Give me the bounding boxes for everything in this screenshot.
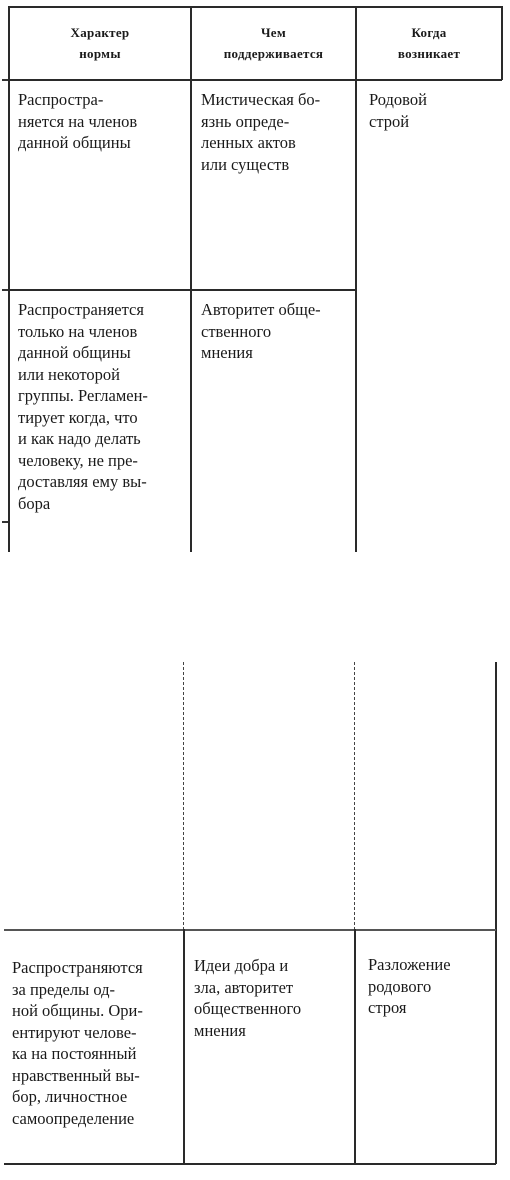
header-character: Характер нормы — [70, 25, 130, 61]
header-when-arises: Когда возникает — [397, 25, 461, 61]
row-divider-2 — [4, 929, 496, 931]
row1-supported-by: Мистическая бо- язнь опреде- ленных актов или существ — [201, 90, 321, 174]
column-border-right — [501, 6, 503, 80]
column-border-2 — [355, 6, 357, 552]
column-border-right-continued — [495, 662, 497, 1164]
row2-supported-by: Авторитет обще- ственного мнения — [201, 300, 321, 362]
header-bottom-border — [8, 79, 502, 81]
column-border-left — [8, 6, 10, 552]
table-bottom-border — [4, 1163, 496, 1165]
row2-character: Распространяется только на членов данной общины или некоторой группы. Регламен- тирует когда, что и как надо делать человеку, не пре- доставляя ему вы- бора — [18, 300, 148, 513]
row1-when-arises: Родовой строй — [369, 90, 427, 131]
header-supported-by: Чем поддерживается — [223, 25, 324, 61]
column-border-2-continued — [354, 662, 355, 930]
row3-when-arises: Разложение родового строя — [368, 955, 451, 1017]
column-border-2-last — [354, 929, 356, 1164]
row1-character: Распростра- няется на членов данной общины — [18, 90, 138, 152]
row3-character: Распространяются за пределы од- ной общины. Ори- ентируют челове- ка на постоянный нравственный вы- бор, личностное самоопределение — [12, 958, 143, 1128]
column-border-1-continued — [183, 662, 184, 930]
table-top-border — [8, 6, 502, 8]
column-border-1 — [190, 6, 192, 552]
row3-supported-by: Идеи добра и зла, авторитет общественного мнения — [194, 956, 302, 1040]
row-divider-1 — [8, 289, 355, 291]
column-border-1-last — [183, 929, 185, 1164]
